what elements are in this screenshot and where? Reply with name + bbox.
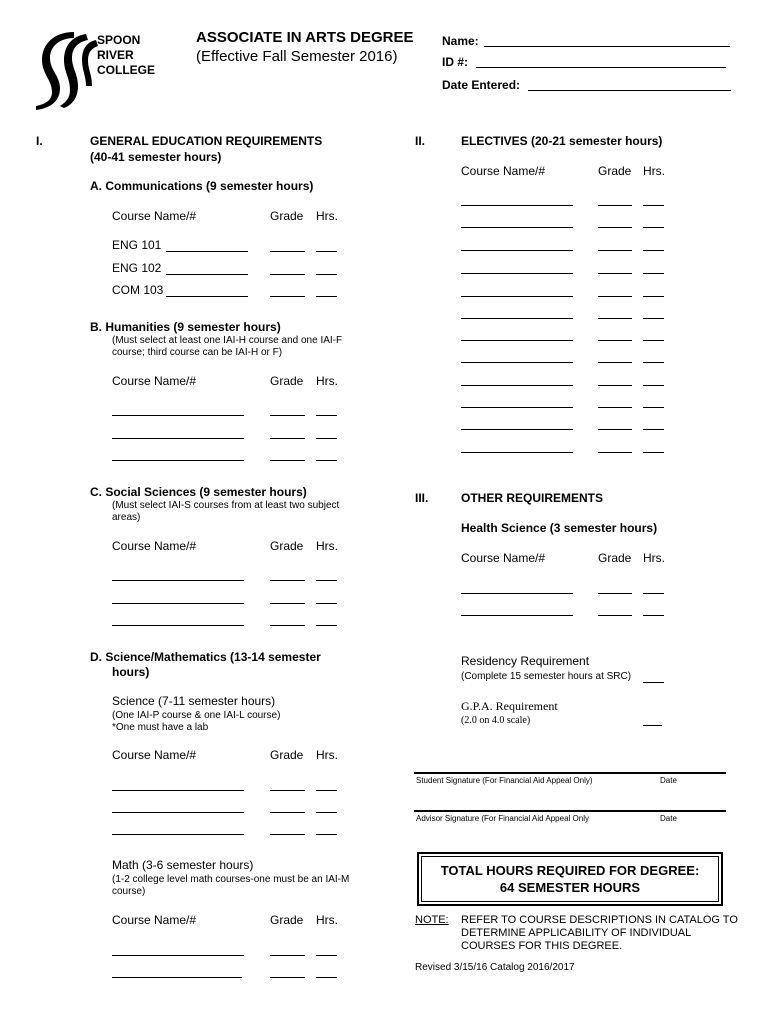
residency-check-line[interactable] <box>643 682 664 683</box>
elective-course-line[interactable] <box>461 205 573 206</box>
elective-hrs-line[interactable] <box>643 296 664 297</box>
student-signature-line[interactable] <box>414 772 726 774</box>
gpa-check-line[interactable] <box>643 725 662 726</box>
health-course-line[interactable] <box>461 593 573 594</box>
course-header: Course Name/# <box>112 374 197 388</box>
grade-header: Grade <box>598 551 632 565</box>
hum-title: B. Humanities (9 semester hours) <box>90 320 281 334</box>
course-line[interactable] <box>112 438 244 439</box>
hrs-header: Hrs. <box>316 913 338 927</box>
elective-course-line[interactable] <box>461 407 573 408</box>
hrs-header: Hrs. <box>316 209 338 223</box>
hrs-line[interactable] <box>316 251 337 252</box>
science-note: *One must have a lab <box>112 722 209 733</box>
elective-hrs-line[interactable] <box>643 429 664 430</box>
course-header: Course Name/# <box>461 164 546 178</box>
note-text: REFER TO COURSE DESCRIPTIONS IN CATALOG TO <box>461 914 738 926</box>
sci-title: D. Science/Mathematics (13-14 semester <box>90 650 321 664</box>
section-1-title: GENERAL EDUCATION REQUIREMENTS <box>90 134 323 148</box>
grade-line[interactable] <box>270 977 305 978</box>
hrs-line[interactable] <box>316 460 337 461</box>
course-line[interactable] <box>166 274 248 275</box>
elective-course-line[interactable] <box>461 385 573 386</box>
advisor-signature-label: Advisor Signature (For Financial Aid Appeal Only <box>416 814 589 823</box>
hrs-header: Hrs. <box>316 374 338 388</box>
hrs-line[interactable] <box>316 977 337 978</box>
grade-header: Grade <box>270 374 304 388</box>
section-3-title: OTHER REQUIREMENTS <box>461 491 604 505</box>
elective-grade-line[interactable] <box>598 385 632 386</box>
elective-hrs-line[interactable] <box>643 407 664 408</box>
soc-note: areas) <box>112 512 141 523</box>
grade-line[interactable] <box>270 625 305 626</box>
course-line[interactable] <box>112 603 244 604</box>
elective-grade-line[interactable] <box>598 362 632 363</box>
hrs-line[interactable] <box>316 790 337 791</box>
hrs-line[interactable] <box>316 603 337 604</box>
course-line[interactable] <box>112 415 244 416</box>
elective-grade-line[interactable] <box>598 227 632 228</box>
grade-line[interactable] <box>270 812 305 813</box>
section-1-numeral: I. <box>36 134 43 148</box>
grade-line[interactable] <box>270 955 305 956</box>
hum-note: course; third course can be IAI-H or F) <box>112 347 283 358</box>
residency-note: (Complete 15 semester hours at SRC) <box>461 671 632 682</box>
course-header: Course Name/# <box>112 748 197 762</box>
course-line[interactable] <box>166 251 248 252</box>
student-signature-label: Student Signature (For Financial Aid Appeal Only) <box>416 776 593 785</box>
gpa-note: (2.0 on 4.0 scale) <box>461 715 531 726</box>
total-hours-box <box>417 852 723 906</box>
math-note: (1-2 college level math courses-one must be an IAI-M <box>112 874 350 885</box>
course-header: Course Name/# <box>112 539 197 553</box>
hrs-line[interactable] <box>316 625 337 626</box>
course-header: Course Name/# <box>112 913 197 927</box>
course-com103: COM 103 <box>112 283 164 297</box>
hrs-line[interactable] <box>316 955 337 956</box>
grade-line[interactable] <box>270 460 305 461</box>
elective-grade-line[interactable] <box>598 318 632 319</box>
grade-header: Grade <box>598 164 632 178</box>
advisor-signature-line[interactable] <box>414 810 726 812</box>
health-title: Health Science (3 semester hours) <box>461 521 658 535</box>
elective-grade-line[interactable] <box>598 452 632 453</box>
grade-line[interactable] <box>270 296 305 297</box>
course-line[interactable] <box>112 580 244 581</box>
course-eng102: ENG 102 <box>112 261 162 275</box>
elective-course-line[interactable] <box>461 429 573 430</box>
section-1-hours: (40-41 semester hours) <box>90 150 222 164</box>
course-header: Course Name/# <box>112 209 197 223</box>
student-date-label: Date <box>660 776 677 785</box>
course-line[interactable] <box>112 955 244 956</box>
course-line[interactable] <box>112 977 242 978</box>
page-subtitle: (Effective Fall Semester 2016) <box>196 48 398 65</box>
course-line[interactable] <box>112 812 244 813</box>
hrs-line[interactable] <box>316 812 337 813</box>
grade-header: Grade <box>270 209 304 223</box>
health-hrs-line[interactable] <box>643 593 664 594</box>
note-text: COURSES FOR THIS DEGREE. <box>461 940 623 952</box>
hrs-header: Hrs. <box>316 748 338 762</box>
elective-hrs-line[interactable] <box>643 273 664 274</box>
grade-line[interactable] <box>270 790 305 791</box>
hrs-line[interactable] <box>316 296 337 297</box>
total-hours-line1: TOTAL HOURS REQUIRED FOR DEGREE: <box>440 863 700 878</box>
health-grade-line[interactable] <box>598 615 632 616</box>
elective-hrs-line[interactable] <box>643 227 664 228</box>
elective-grade-line[interactable] <box>598 340 632 341</box>
comm-title: A. Communications (9 semester hours) <box>90 179 314 193</box>
elective-hrs-line[interactable] <box>643 340 664 341</box>
name-field[interactable] <box>484 46 730 47</box>
gpa-title: G.P.A. Requirement <box>461 699 558 713</box>
grade-header: Grade <box>270 539 304 553</box>
id-field[interactable] <box>476 67 726 68</box>
total-hours-line2: 64 SEMESTER HOURS <box>499 880 641 895</box>
elective-course-line[interactable] <box>461 362 573 363</box>
hrs-line[interactable] <box>316 580 337 581</box>
math-note: course) <box>112 886 146 897</box>
elective-course-line[interactable] <box>461 250 573 251</box>
hrs-header: Hrs. <box>643 164 665 178</box>
grade-line[interactable] <box>270 580 305 581</box>
date-entered-label: Date Entered: <box>442 78 521 92</box>
page-title: ASSOCIATE IN ARTS DEGREE <box>196 29 414 46</box>
course-header: Course Name/# <box>461 551 546 565</box>
elective-course-line[interactable] <box>461 318 573 319</box>
health-course-line[interactable] <box>461 615 573 616</box>
elective-grade-line[interactable] <box>598 429 632 430</box>
grade-line[interactable] <box>270 438 305 439</box>
id-label: ID #: <box>442 55 469 69</box>
hrs-header: Hrs. <box>643 551 665 565</box>
elective-hrs-line[interactable] <box>643 205 664 206</box>
note-text: DETERMINE APPLICABILITY OF INDIVIDUAL <box>461 927 692 939</box>
grade-header: Grade <box>270 913 304 927</box>
elective-hrs-line[interactable] <box>643 250 664 251</box>
grade-line[interactable] <box>270 603 305 604</box>
date-entered-field[interactable] <box>528 90 731 91</box>
course-line[interactable] <box>112 790 244 791</box>
advisor-date-label: Date <box>660 814 677 823</box>
elective-grade-line[interactable] <box>598 273 632 274</box>
science-note: (One IAI-P course & one IAI-L course) <box>112 710 281 721</box>
science-title: Science (7-11 semester hours) <box>112 694 276 708</box>
elective-course-line[interactable] <box>461 273 573 274</box>
hrs-line[interactable] <box>316 834 337 835</box>
hrs-line[interactable] <box>316 415 337 416</box>
elective-hrs-line[interactable] <box>643 318 664 319</box>
note-label: NOTE: <box>415 914 449 926</box>
soc-title: C. Social Sciences (9 semester hours) <box>90 485 307 499</box>
elective-grade-line[interactable] <box>598 296 632 297</box>
elective-grade-line[interactable] <box>598 205 632 206</box>
course-line[interactable] <box>112 460 244 461</box>
name-label: Name: <box>442 34 479 48</box>
sci-title: hours) <box>112 665 150 679</box>
college-logo <box>34 30 98 110</box>
college-name: SPOON RIVER COLLEGE <box>97 33 156 77</box>
grade-header: Grade <box>270 748 304 762</box>
elective-hrs-line[interactable] <box>643 452 664 453</box>
hrs-line[interactable] <box>316 438 337 439</box>
elective-course-line[interactable] <box>461 340 573 341</box>
grade-line[interactable] <box>270 274 305 275</box>
elective-course-line[interactable] <box>461 452 573 453</box>
grade-line[interactable] <box>270 415 305 416</box>
hum-note: (Must select at least one IAI-H course and one IAI-F <box>112 335 343 346</box>
course-line[interactable] <box>166 296 248 297</box>
elective-hrs-line[interactable] <box>643 385 664 386</box>
grade-line[interactable] <box>270 251 305 252</box>
elective-grade-line[interactable] <box>598 407 632 408</box>
course-line[interactable] <box>112 625 244 626</box>
course-eng101: ENG 101 <box>112 238 162 252</box>
elective-hrs-line[interactable] <box>643 362 664 363</box>
hrs-line[interactable] <box>316 274 337 275</box>
section-2-numeral: II. <box>415 134 426 148</box>
revised-date: Revised 3/15/16 Catalog 2016/2017 <box>415 962 575 973</box>
hrs-header: Hrs. <box>316 539 338 553</box>
elective-course-line[interactable] <box>461 227 573 228</box>
course-line[interactable] <box>112 834 244 835</box>
health-grade-line[interactable] <box>598 593 632 594</box>
section-3-numeral: III. <box>415 491 429 505</box>
soc-note: (Must select IAI-S courses from at least two subject <box>112 500 340 511</box>
residency-title: Residency Requirement <box>461 654 590 668</box>
math-title: Math (3-6 semester hours) <box>112 858 254 872</box>
section-2-title: ELECTIVES (20-21 semester hours) <box>461 134 663 148</box>
grade-line[interactable] <box>270 834 305 835</box>
elective-course-line[interactable] <box>461 296 573 297</box>
health-hrs-line[interactable] <box>643 615 664 616</box>
elective-grade-line[interactable] <box>598 250 632 251</box>
